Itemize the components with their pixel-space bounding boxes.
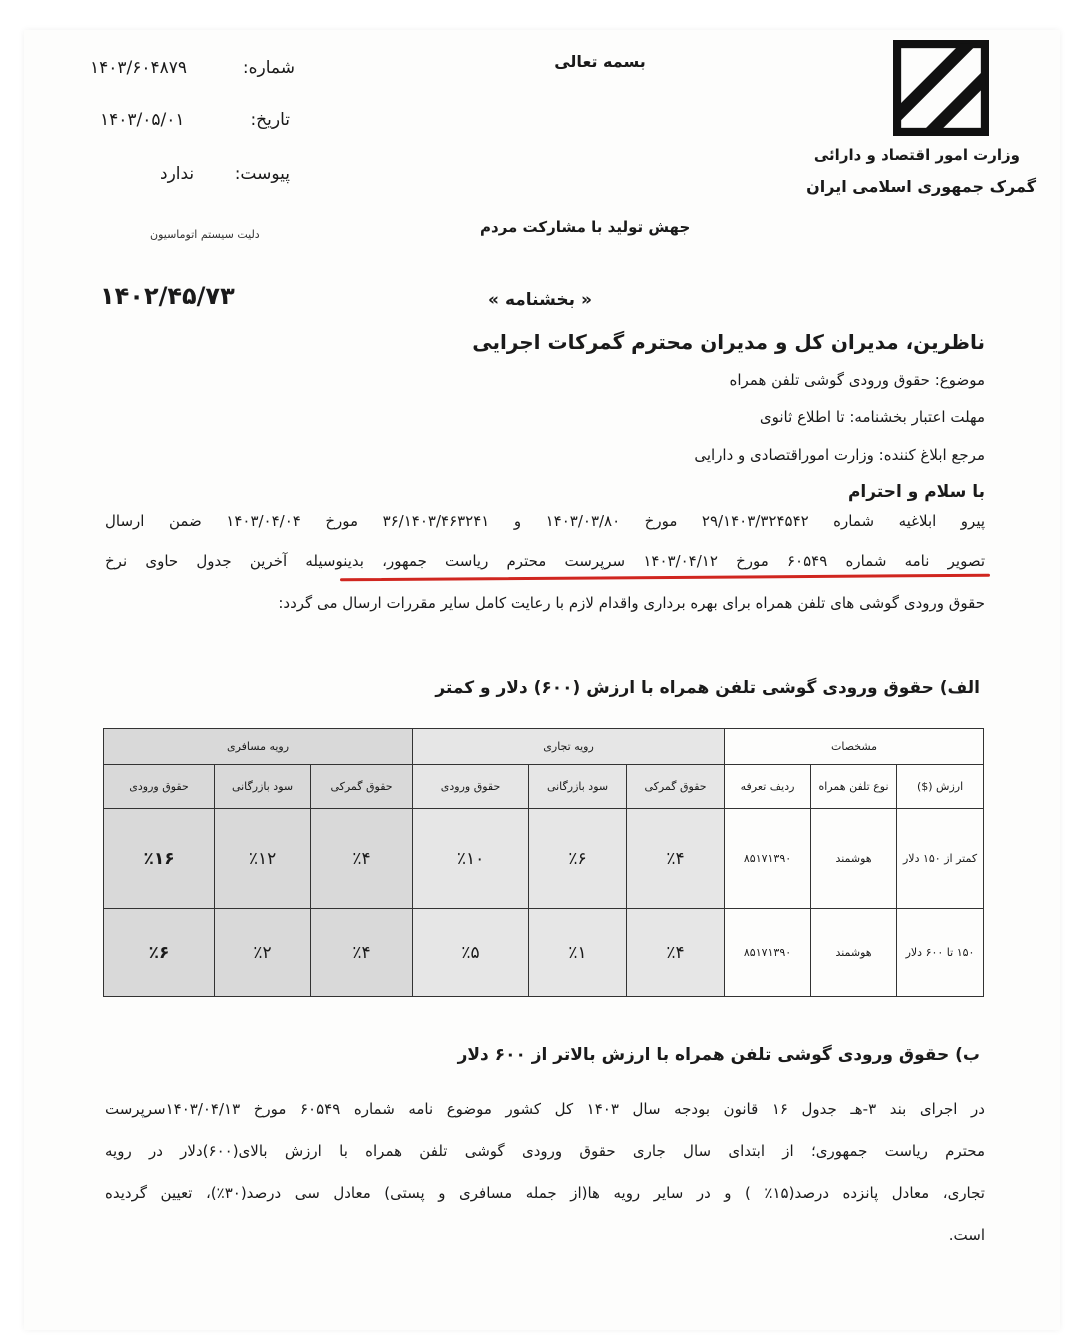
col-passenger-entry: حقوق ورودی: [104, 765, 215, 809]
row-commercial-customs: ٪۴: [627, 909, 725, 997]
letter-date: [100, 110, 290, 130]
col-commercial-entry: حقوق ورودی: [413, 765, 529, 809]
row-tariff: ۸۵۱۷۱۳۹۰: [725, 809, 811, 909]
customs-name: گمرک جمهوری اسلامی ایران: [806, 177, 1036, 196]
col-passenger-profit: سود بازرگانی: [215, 765, 311, 809]
letter-number-label: شماره:: [242, 58, 295, 78]
row-type: هوشمند: [811, 809, 897, 909]
slogan: جهش تولید با مشارکت مردم: [480, 218, 691, 236]
paragraph-line: است.: [948, 1226, 985, 1244]
row-commercial-profit: ٪۱: [529, 909, 627, 997]
section-b-title: ب) حقوق ورودی گوشی تلفن همراه با ارزش بالاتر از ۶۰۰ دلار: [457, 1045, 980, 1065]
validity: مهلت اعتبار بخشنامه: تا اطلاع ثانوی: [759, 408, 985, 426]
paragraph-line: در اجرای بند ۳-هـ جدول ۱۶ قانون بودجه سال ۱۴۰۳ کل کشور موضوع نامه شماره ۶۰۵۴۹ مورخ ۱۴۰۳/۰۴/۱۳سرپرست: [105, 1100, 985, 1118]
row-passenger-customs: ٪۴: [311, 809, 413, 909]
row-commercial-customs: ٪۴: [627, 809, 725, 909]
table-row: [104, 909, 984, 997]
row-passenger-entry: ٪۶: [104, 909, 215, 997]
recipient: ناظرین، مدیران کل و مدیران محترم گمرکات اجرایی: [472, 330, 985, 354]
col-tariff-row: ردیف تعرفه: [725, 765, 811, 809]
basmala: بسمه تعالی: [554, 52, 646, 71]
row-value: کمتر از ۱۵۰ دلار: [897, 809, 984, 909]
letter-number: [90, 58, 295, 78]
table-row: [104, 809, 984, 909]
row-passenger-customs: ٪۴: [311, 909, 413, 997]
row-passenger-entry: ٪۱۶: [104, 809, 215, 909]
paragraph-line: حقوق ورودی گوشی های تلفن همراه برای بهره برداری واقدام لازم با رعایت کامل سایر مقررات ارسال می گردد:: [278, 594, 985, 612]
group-passenger: رویه مسافری: [104, 729, 413, 765]
row-commercial-entry: ٪۱۰: [413, 809, 529, 909]
paragraph-line: محترم ریاست جمهوری؛ از ابتدای سال جاری حقوق ورودی گوشی تلفن همراه با ارزش بالای(۶۰۰)دلار در رویه: [105, 1142, 985, 1160]
row-value: ۱۵۰ تا ۶۰۰ دلار: [897, 909, 984, 997]
letter-date-label: تاریخ:: [250, 110, 290, 130]
row-commercial-entry: ٪۵: [413, 909, 529, 997]
group-specs: مشخصات: [725, 729, 984, 765]
issuing-authority: مرجع ابلاغ کننده: وزارت اموراقتصادی و دارایی: [694, 446, 985, 464]
paragraph-line: تجاری، معادل پانزده درصد(۱۵٪ ) و در سایر رویه ها(از جمله مسافری و پستی) معادل سی درصد(۳۰٪)، تعیین گردیده: [105, 1184, 985, 1202]
ministry-name: وزارت امور اقتصاد و دارائی: [813, 146, 1020, 164]
col-commercial-customs: حقوق گمرکی: [627, 765, 725, 809]
group-commercial: رویه تجاری: [413, 729, 725, 765]
paragraph-line: تصویر نامه شماره ۶۰۵۴۹ مورخ ۱۴۰۳/۰۴/۱۲ سرپرست محترم ریاست جمهور، بدینوسیله آخرین جدول حاوی نرخ: [105, 552, 986, 570]
greeting: با سلام و احترام: [847, 482, 985, 502]
letter-attachment: [160, 164, 290, 184]
paragraph-line: پیرو ابلاغیه شماره ۲۹/۱۴۰۳/۳۲۴۵۴۲ مورخ ۱۴۰۳/۰۳/۸۰ و ۳۶/۱۴۰۳/۴۶۳۲۴۱ مورخ ۱۴۰۳/۰۴/۰۴ ضمن ارسال: [105, 512, 986, 530]
circular-title: « بخشنامه »: [488, 290, 592, 310]
col-value: ارزش ($): [897, 765, 984, 809]
letter-date-value: ۱۴۰۳/۰۵/۰۱: [100, 110, 185, 130]
row-passenger-profit: ٪۲: [215, 909, 311, 997]
row-type: هوشمند: [811, 909, 897, 997]
system-note: دلیت سیستم اتوماسیون: [150, 228, 260, 241]
attachment-label: پیوست:: [234, 164, 290, 184]
customs-logo-icon: [893, 40, 989, 136]
col-phone-type: نوع تلفن همراه: [811, 765, 897, 809]
row-passenger-profit: ٪۱۲: [215, 809, 311, 909]
attachment-value: ندارد: [160, 164, 195, 184]
subject: موضوع: حقوق ورودی گوشی تلفن همراه: [729, 371, 985, 389]
col-commercial-profit: سود بازرگانی: [529, 765, 627, 809]
tariff-table: [103, 728, 984, 997]
col-passenger-customs: حقوق گمرکی: [311, 765, 413, 809]
circular-number: ۱۴۰۲/۴۵/۷۳: [100, 282, 235, 310]
row-tariff: ۸۵۱۷۱۳۹۰: [725, 909, 811, 997]
row-commercial-profit: ٪۶: [529, 809, 627, 909]
letter-number-value: ۱۴۰۳/۶۰۴۸۷۹: [90, 58, 188, 78]
section-a-title: الف) حقوق ورودی گوشی تلفن همراه با ارزش (۶۰۰) دلار و کمتر: [435, 678, 980, 698]
